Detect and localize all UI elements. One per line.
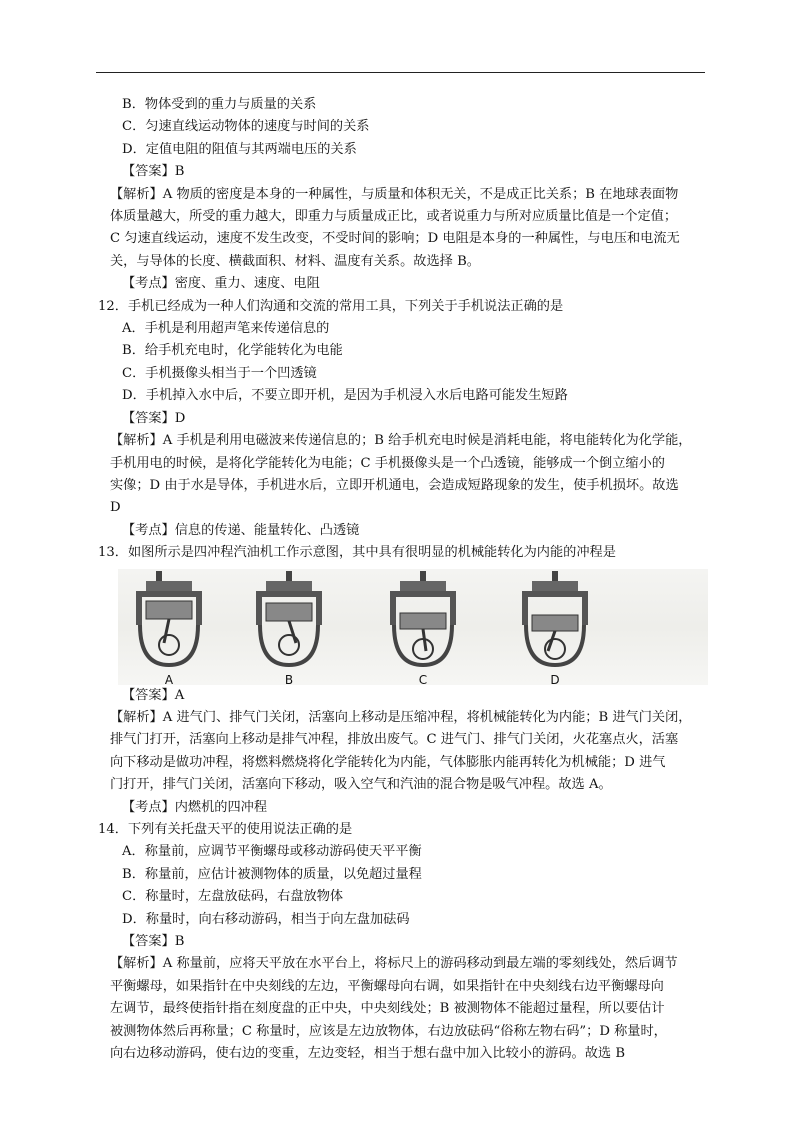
q13-analysis-line: 排气门打开，活塞向上移动是排气冲程，排放出废气。C 进气门、排气门关闭，火花塞点火，活塞 xyxy=(110,732,679,748)
engine-diagram-b xyxy=(246,569,332,685)
q14-analysis-line: 被测物体然后再称量；C 称量时，应该是左边放物体，右边放砝码“俗称左物右码”；D 称量时， xyxy=(110,1023,667,1039)
q11-analysis-line: C 匀速直线运动，速度不发生改变，不受时间的影响；D 电阻是本身的一种属性，与电压和电流无 xyxy=(110,231,680,247)
q12-analysis-line: D xyxy=(110,500,121,516)
q12-option-b: B．给手机充电时，化学能转化为电能 xyxy=(122,343,343,359)
q14-analysis-line: 向右边移动游码，使右边的变重，左边变轻，相当于想右盘中加入比较小的游码。故选 B xyxy=(110,1046,626,1062)
q14-option-d: D．称量时，向右移动游码，相当于向左盘加砝码 xyxy=(122,911,410,927)
q11-analysis-line: 体质量越大，所受的重力越大，即重力与质量成正比，或者说重力与所对应质量比值是一个定值； xyxy=(110,209,678,225)
q13-topic: 【考点】内燃机的四冲程 xyxy=(122,799,268,815)
q11-analysis-line: 【解析】A 物质的密度是本身的一种属性，与质量和体积无关，不是成正比关系；B 在地球表面物 xyxy=(110,186,679,202)
q11-topic: 【考点】密度、重力、速度、电阻 xyxy=(122,276,320,292)
q12-stem: 12．手机已经成为一种人们沟通和交流的常用工具，下列关于手机说法正确的是 xyxy=(98,298,564,314)
q14-option-b: B．称量前，应估计被测物体的质量，以免超过量程 xyxy=(122,866,422,882)
q14-answer: 【答案】B xyxy=(122,934,185,949)
q13-analysis-line: 门打开，排气门关闭，活塞向下移动，吸入空气和汽油的混合物是吸气冲程。故选 A。 xyxy=(110,777,612,793)
figure-label-d: D xyxy=(550,672,560,687)
header-rule xyxy=(96,72,705,73)
engine-strokes-figure xyxy=(118,569,708,685)
q11-analysis-line: 关，与导体的长度、横截面积、材料、温度有关系。故选择 B。 xyxy=(110,253,480,269)
q14-option-a: A．称量前，应调节平衡螺母或移动游码使天平平衡 xyxy=(122,844,422,860)
q13-analysis-line: 向下移动是做功冲程，将燃料燃烧将化学能转化为内能，气体膨胀内能再转化为机械能；D 进气 xyxy=(110,754,666,770)
q12-option-d: D．手机掉入水中后，不要立即开机，是因为手机浸入水后电路可能发生短路 xyxy=(122,388,568,404)
q11-option-c: C．匀速直线运动物体的速度与时间的关系 xyxy=(122,119,370,135)
q14-analysis-line: 【解析】A 称量前，应将天平放在水平台上，将标尺上的游码移动到最左端的零刻线处，然后调节 xyxy=(110,956,678,972)
q14-analysis-line: 左调节，最终使指针指在刻度盘的正中央，中央刻线处；B 被测物体不能超过量程，所以要估计 xyxy=(110,1001,665,1017)
document-body xyxy=(98,94,710,1065)
q11-option-d: D．定值电阻的阻值与其两端电压的关系 xyxy=(122,141,357,157)
engine-diagram-c xyxy=(380,569,466,685)
q12-analysis-line: 【解析】A 手机是利用电磁波来传递信息的；B 给手机充电时候是消耗电能，将电能转化为化学能， xyxy=(110,433,692,449)
q12-option-c: C．手机摄像头相当于一个凹透镜 xyxy=(122,365,317,381)
q11-option-b: B．物体受到的重力与质量的关系 xyxy=(122,97,317,112)
q13-analysis-line: 【解析】A 进气门、排气门关闭，活塞向上移动是压缩冲程，将机械能转化为内能；B 进气门关闭， xyxy=(110,709,692,725)
q12-analysis-line: 手机用电的时候，是将化学能转化为电能；C 手机摄像头是一个凸透镜，能够成一个倒立缩小的 xyxy=(110,455,665,471)
q11-answer: 【答案】B xyxy=(122,164,185,180)
q12-topic: 【考点】信息的传递、能量转化、凸透镜 xyxy=(122,522,360,538)
q13-stem: 13．如图所示是四冲程汽油机工作示意图，其中具有很明显的机械能转化为内能的冲程是 xyxy=(98,545,616,561)
q14-stem: 14．下列有关托盘天平的使用说法正确的是 xyxy=(98,821,353,837)
figure-label-c: C xyxy=(418,672,428,687)
q13-answer: 【答案】A xyxy=(122,687,185,703)
q12-option-a: A．手机是利用超声笔来传递信息的 xyxy=(122,321,330,337)
engine-diagram-a xyxy=(126,569,212,685)
q14-option-c: C．称量时，左盘放砝码，右盘放物体 xyxy=(122,889,344,905)
figure-label-a: A xyxy=(164,672,174,687)
q12-answer: 【答案】D xyxy=(122,410,186,426)
q14-analysis-line: 平衡螺母，如果指针在中央刻线的左边，平衡螺母向右调，如果指针在中央刻线右边平衡螺母向 xyxy=(110,978,664,994)
figure-label-b: B xyxy=(284,672,294,687)
engine-diagram-d xyxy=(512,569,598,685)
q12-analysis-line: 实像；D 由于水是导体，手机进水后，立即开机通电，会造成短路现象的发生，使手机损坏。故选 xyxy=(110,477,679,493)
